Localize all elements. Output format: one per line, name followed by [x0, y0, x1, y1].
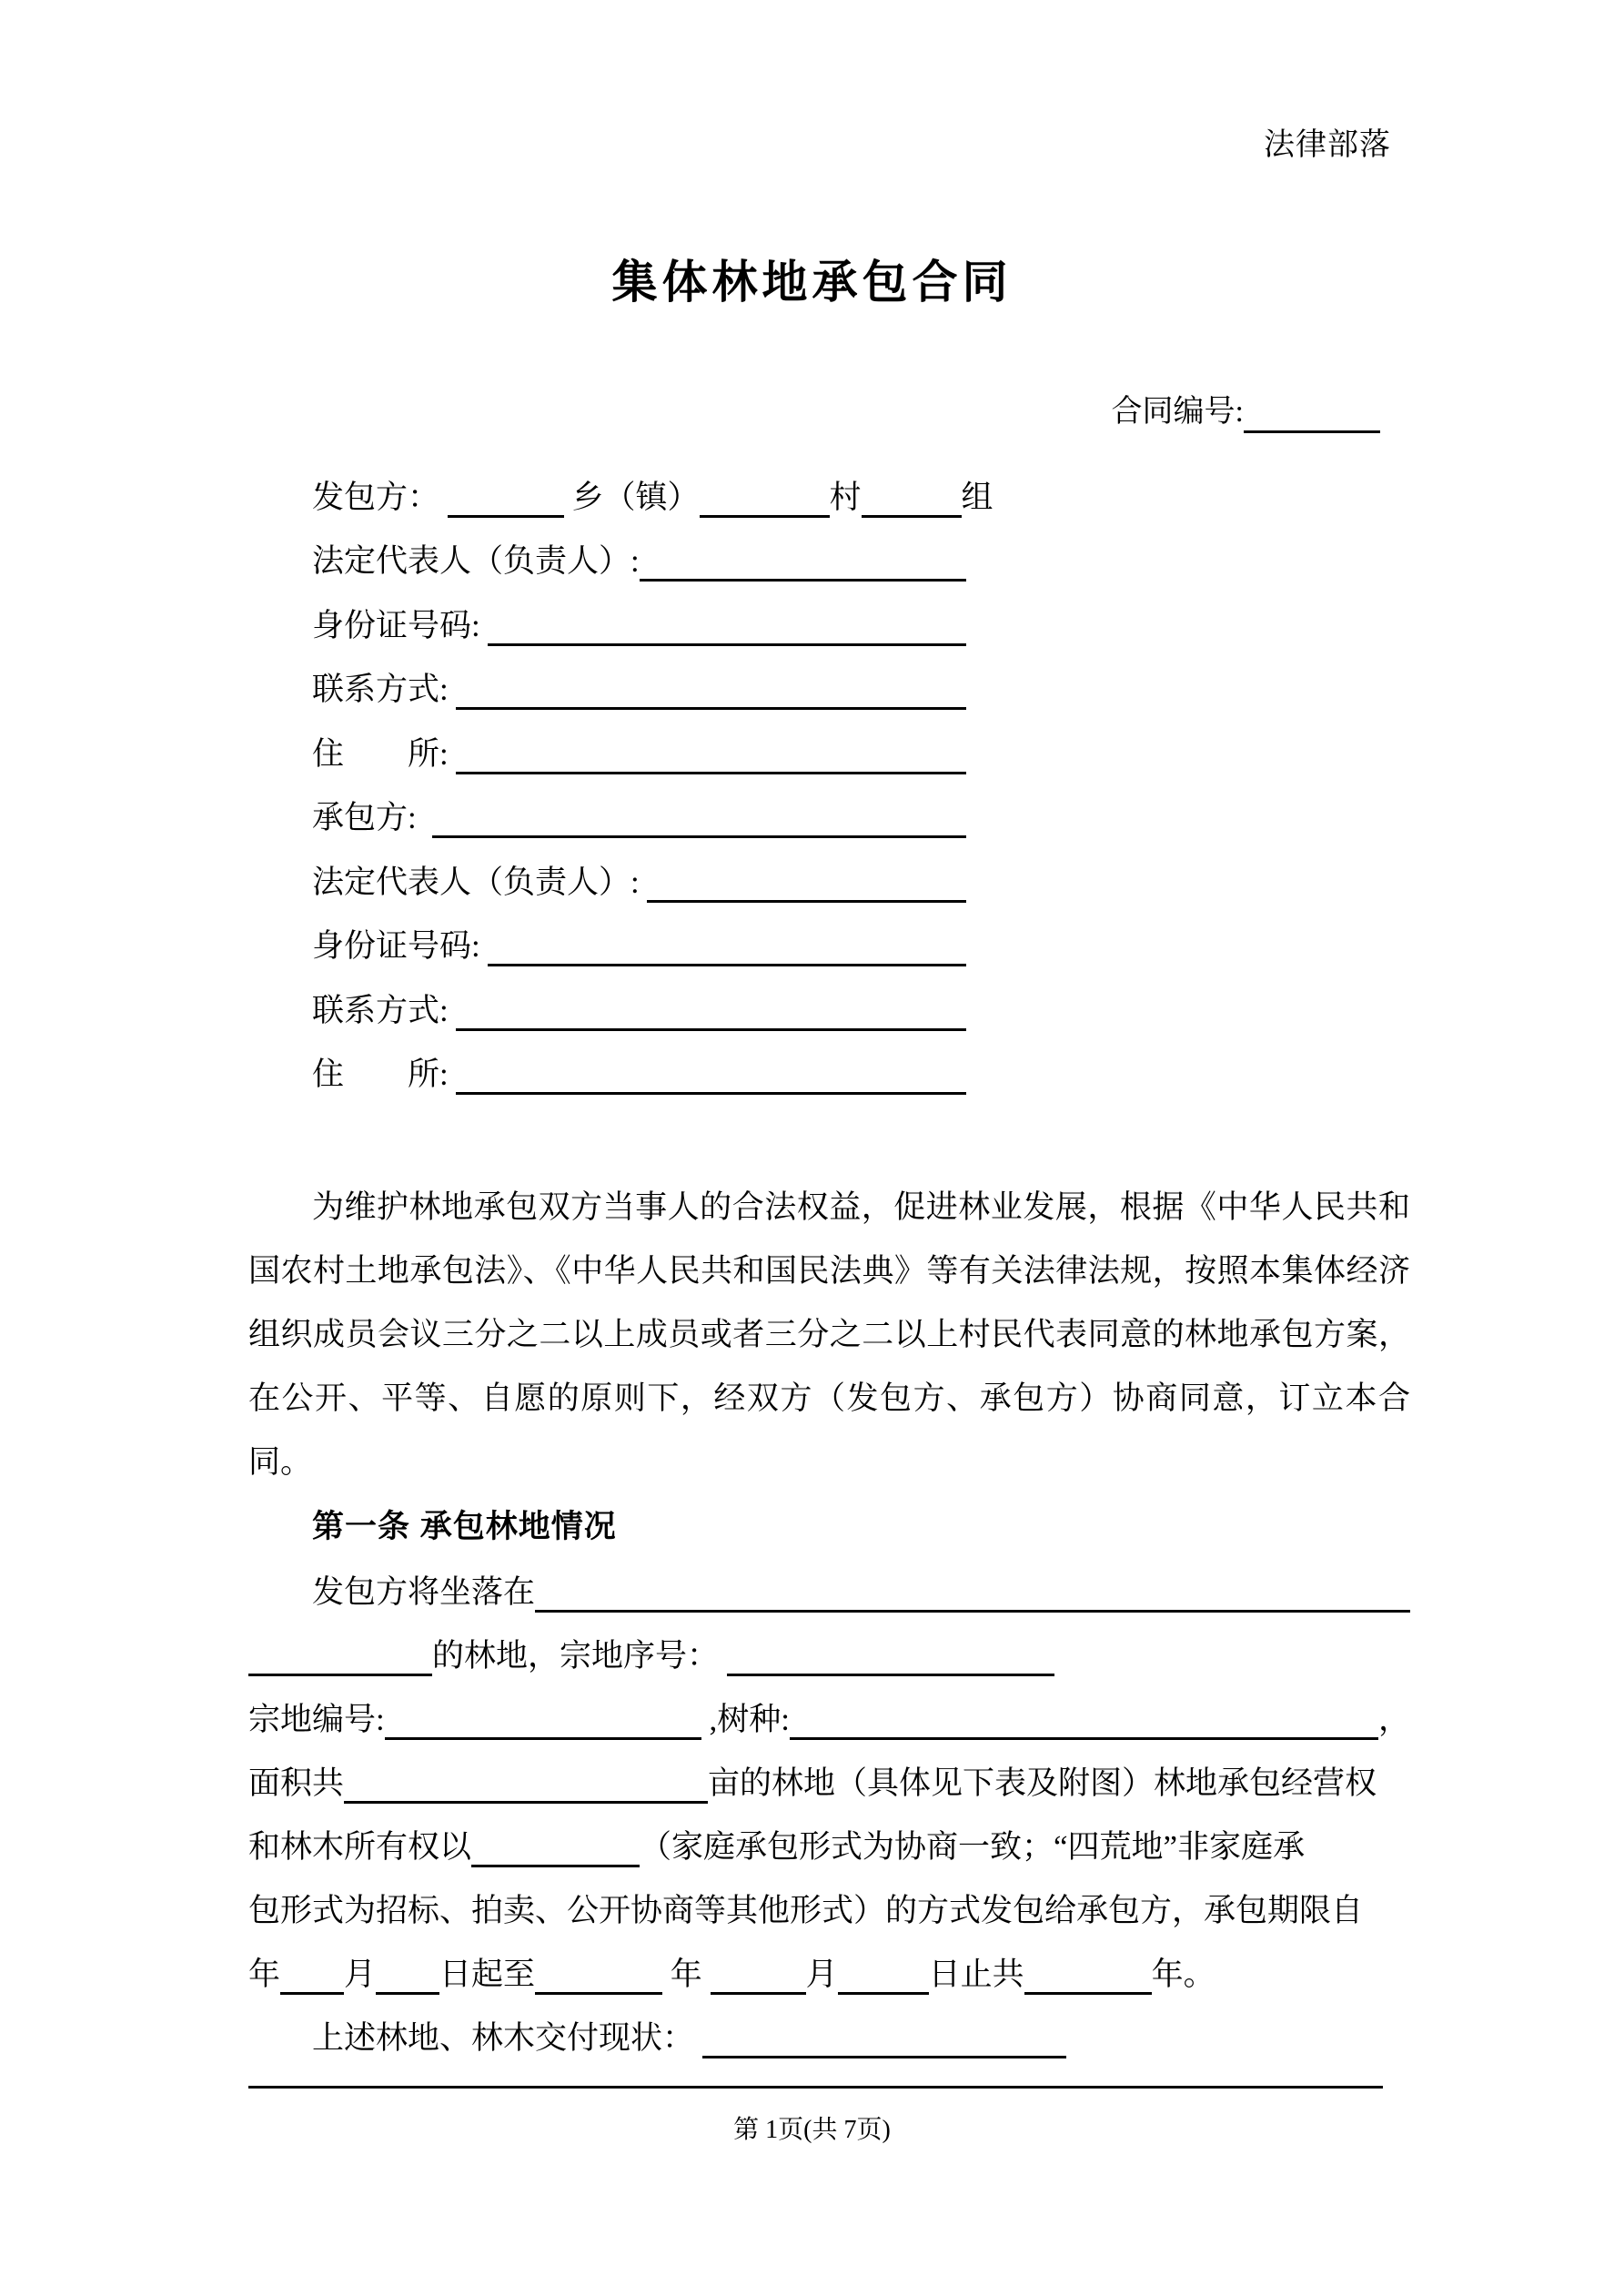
party-info-row	[312, 835, 966, 900]
page-title: 集体林地承包合同	[611, 257, 1013, 308]
blank-fill-in-field[interactable]	[456, 705, 966, 710]
blank-fill-in-field[interactable]	[385, 1735, 701, 1740]
field-label: 包形式为招标、拍卖、公开协商等其他形式）的方式发包给承包方，承包期限自	[248, 1893, 1364, 1929]
field-label: 身份证号码:	[312, 928, 489, 965]
party-info-row	[312, 964, 966, 1028]
field-label: 法定代表人（负责人）:	[312, 543, 640, 580]
page-number: 第 1页(共 7页)	[733, 2116, 891, 2144]
blank-fill-in-field[interactable]	[535, 1608, 1410, 1613]
blank-fill-in-field[interactable]	[700, 513, 830, 518]
blank-fill-in-field[interactable]	[376, 1990, 439, 1995]
field-label: 承包方:	[312, 800, 433, 836]
field-label: 年。	[1151, 1957, 1215, 1993]
field-label: 村	[829, 479, 862, 515]
field-label: 住 所:	[312, 1057, 457, 1093]
blank-fill-in-field[interactable]	[248, 1672, 432, 1676]
contract-form-line	[248, 1552, 1410, 1615]
party-info-row	[312, 515, 966, 580]
field-label: 身份证号码:	[312, 607, 489, 643]
party-info-row	[312, 1028, 966, 1093]
field-label: 联系方式:	[312, 992, 457, 1028]
blank-fill-in-field[interactable]	[456, 1027, 966, 1031]
contract-number-line	[1112, 386, 1380, 430]
blank-fill-in-field[interactable]	[838, 1990, 929, 1995]
party-info-row	[312, 772, 966, 836]
field-label: 日止共	[928, 1957, 1024, 1993]
field-label: 发包方：	[312, 479, 448, 515]
blank-fill-in-field[interactable]	[1024, 1990, 1152, 1995]
contract-form-line	[248, 1615, 1410, 1679]
footer-divider	[248, 2086, 1383, 2089]
blank-fill-in-field[interactable]	[727, 1672, 1054, 1676]
contract-number-label: 合同编号:	[1111, 395, 1244, 429]
blank-fill-in-field[interactable]	[647, 898, 966, 903]
contract-form-line	[248, 1870, 1410, 1934]
field-label: 法定代表人（负责人）:	[312, 864, 648, 900]
blank-fill-in-field[interactable]	[535, 1990, 662, 1995]
field-label: 联系方式:	[312, 672, 457, 708]
field-label: 亩的林地（具体见下表及附图）林地承包经营权	[708, 1765, 1377, 1802]
parties-section	[312, 450, 994, 1093]
field-label: 月	[805, 1957, 838, 1993]
blank-fill-in-field[interactable]	[488, 642, 966, 646]
field-label: 和林木所有权以	[248, 1829, 472, 1866]
brand-watermark: 法律部落	[1264, 128, 1391, 162]
preamble-paragraph: 为维护林地承包双方当事人的合法权益，促进林业发展，根据《中华人民共和国农村土地承包法》、《中华人民共和国民法典》等有关法律法规，按照本集体经济组织成员会议三分之二以上成员或者三分之二以上村民代表同意的林地承包方案，在公开、平等、自愿的原则下，经双方（发包方、承包方）协商同意，订立本合同。	[248, 1189, 1410, 1480]
blank-fill-in-field[interactable]	[702, 2054, 1066, 2058]
blank-fill-in-field[interactable]	[456, 770, 966, 774]
contract-form-line	[248, 1934, 1410, 1998]
field-label: 年	[662, 1957, 711, 1993]
blank-fill-in-field[interactable]	[432, 834, 966, 838]
blank-fill-in-field[interactable]	[344, 1799, 708, 1804]
contract-form-line	[248, 1743, 1410, 1806]
party-info-row	[312, 450, 994, 515]
contract-number-blank-field[interactable]	[1244, 429, 1380, 433]
blank-fill-in-field[interactable]	[280, 1990, 344, 1995]
blank-fill-in-field[interactable]	[640, 577, 966, 582]
field-label: 上述林地、林木交付现状：	[312, 2020, 702, 2057]
contract-form-line	[248, 1806, 1410, 1870]
party-info-row	[312, 900, 966, 965]
field-label: ，	[1377, 1702, 1410, 1738]
blank-fill-in-field[interactable]	[711, 1990, 806, 1995]
contract-form-line	[248, 1679, 1410, 1743]
field-label: 年	[248, 1957, 281, 1993]
blank-fill-in-field[interactable]	[471, 1863, 640, 1867]
section1-heading: 第一条 承包林地情况	[312, 1509, 617, 1544]
blank-fill-in-field[interactable]	[862, 513, 962, 518]
party-info-row	[312, 643, 966, 708]
blank-fill-in-field[interactable]	[456, 1090, 966, 1095]
field-label: 日起至	[439, 1957, 536, 1993]
field-label: 住 所:	[312, 735, 457, 772]
party-info-row	[312, 579, 966, 643]
field-label: 的林地，宗地序号：	[432, 1638, 727, 1674]
blank-fill-in-field[interactable]	[488, 962, 966, 966]
party-info-row	[312, 707, 966, 772]
field-label: 面积共	[248, 1765, 345, 1802]
field-label: ,树种:	[701, 1702, 790, 1738]
blank-fill-in-field[interactable]	[448, 513, 564, 518]
contract-form-line	[248, 1998, 1410, 2061]
field-label: 组	[961, 479, 994, 515]
field-label: （家庭承包形式为协商一致；“四荒地”非家庭承	[640, 1829, 1306, 1866]
field-label: 发包方将坐落在	[312, 1574, 536, 1611]
field-label: 宗地编号:	[248, 1702, 385, 1738]
field-label: 乡（镇）	[563, 479, 700, 515]
section1-body	[248, 1552, 1410, 2061]
field-label: 月	[344, 1957, 377, 1993]
blank-fill-in-field[interactable]	[790, 1735, 1378, 1740]
